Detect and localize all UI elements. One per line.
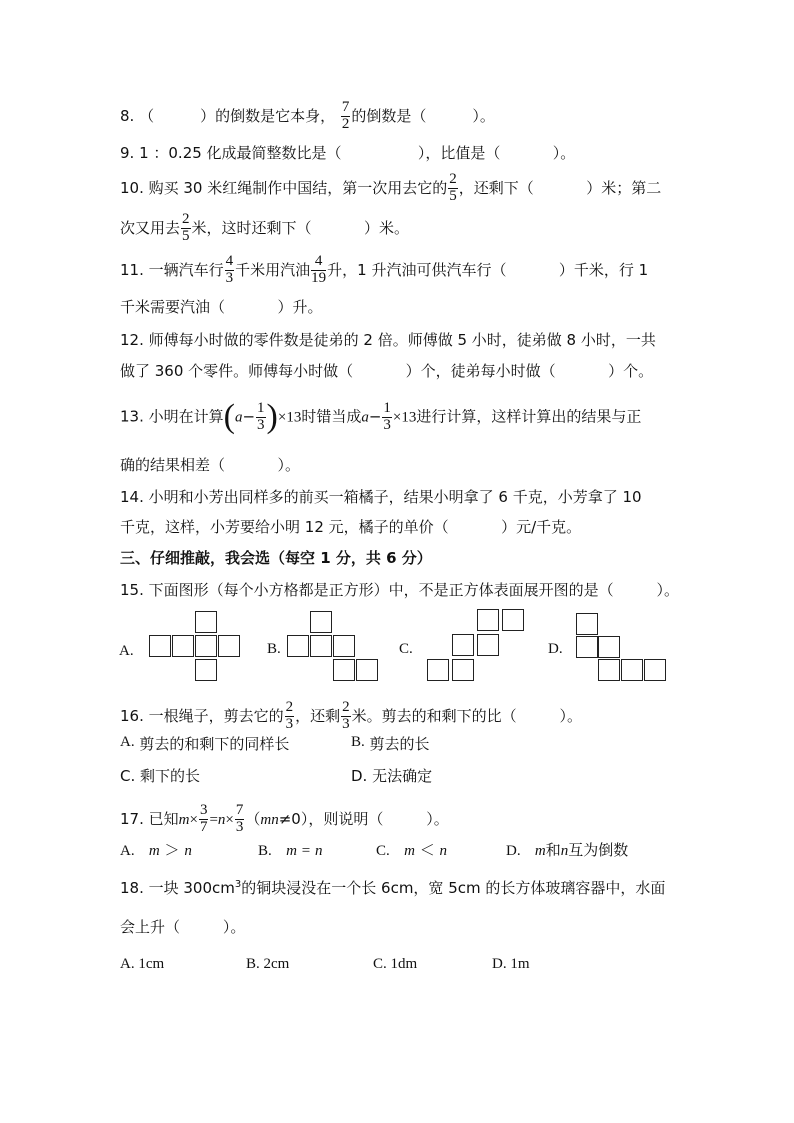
fraction: $\frac{1}{3}$: [257, 399, 265, 433]
section-3-title: 三、仔细推敲，我会选（每空 1 分，共 6 分）: [120, 549, 432, 567]
q17-option-a: A. m ＞ n: [120, 841, 192, 859]
question-9: 9. 1 ：0.25 化成最简整数比是（ ），比值是（ ）。: [120, 144, 576, 162]
question-15: 15. 下面图形（每个小方格都是正方形）中，不是正方体表面展开图的是（ ）。: [120, 581, 680, 599]
question-16: 16. 一根绳子，剪去它的 $\frac{2}{3}$ ，还剩 $\frac{2}{3}$ 米。剪去的和剩下的比（ ）。: [120, 699, 583, 732]
q17-option-d: D. m和n互为倒数: [506, 841, 629, 859]
q18-option-a: A. 1cm: [120, 956, 165, 972]
fraction: $\frac{7}{2}$: [341, 99, 350, 132]
question-13-line-2: 确的结果相差（ ）。: [120, 456, 300, 474]
question-14-line-2: 千克，这样，小芳要给小明 12 元，橘子的单价（ ）元/千克。: [120, 518, 582, 536]
q18-option-c: C. 1dm: [373, 956, 418, 972]
fraction: $\frac{2}{3}$: [285, 699, 294, 732]
fraction: $\frac{7}{3}$: [235, 802, 244, 835]
question-8: 8. （ ）的倒数是它本身， $\frac{7}{2}$ 的倒数是（ ）。: [120, 99, 495, 132]
fraction: $\frac{2}{5}$: [182, 211, 190, 244]
option-b-label: B.: [267, 641, 281, 657]
option-d-label: D.: [548, 641, 563, 657]
question-18-line-2: 会上升（ ）。: [120, 918, 246, 936]
q16-option-c: C. 剩下的长: [120, 767, 201, 785]
question-18-line-1: 18. 一块 $300cm^3$的铜块浸没在一个长 6cm，宽 5cm 的长方体玻璃容器中，水面: [120, 879, 666, 897]
fraction: $\frac{3}{7}$: [199, 802, 208, 835]
q18-option-b: B. 2cm: [246, 956, 290, 972]
q16-option-d: D. 无法确定: [351, 767, 433, 785]
question-11-line-1: 11. 一辆汽车行 $\frac{4}{3}$ 千米用汽油 $\frac{4}{19}$ 升，1 升汽油可供汽车行（ ）千米，行 1: [120, 253, 649, 286]
question-14-line-1: 14. 小明和小芳出同样多的前买一箱橘子，结果小明拿了 6 千克，小芳拿了 10: [120, 488, 642, 506]
fraction: $\frac{2}{5}$: [449, 171, 457, 204]
question-13-line-1: 13. 小明在计算(a− $\frac{1}{3}$ )×13时错当成a− $\frac{1}{3}$ ×13进行计算，这样计算出的结果与正: [120, 398, 642, 435]
question-11-line-2: 千米需要汽油（ ）升。: [120, 298, 323, 316]
q17-option-c: C. m ＜ n: [376, 841, 447, 859]
question-12-line-1: 12. 师傅每小时做的零件数是徒弟的 2 倍。师傅做 5 小时，徒弟做 8 小时，一共: [120, 331, 656, 349]
question-17: 17. 已知m× $\frac{3}{7}$ =n× $\frac{7}{3}$ （mn≠0），则说明（ ）。: [120, 802, 449, 835]
q16-option-a: A. 剪去的和剩下的同样长: [120, 734, 290, 753]
fraction: $\frac{4}{3}$: [225, 253, 234, 286]
fraction: $\frac{1}{3}$: [383, 399, 391, 433]
q16-option-b: B. 剪去的长: [351, 734, 430, 753]
fraction: $\frac{4}{19}$: [311, 253, 327, 286]
option-c-label: C.: [399, 641, 413, 657]
question-12-line-2: 做了 360 个零件。师傅每小时做（ ）个，徒弟每小时做（ ）个。: [120, 362, 654, 380]
question-10-line-1: 10. 购买 30 米红绳制作中国结，第一次用去它的 $\frac{2}{5}$ ，还剩下（ ）米；第二: [120, 171, 662, 204]
q17-option-b: B. m = n: [258, 843, 323, 859]
option-a-label: A.: [119, 643, 134, 659]
question-10-line-2: 次又用去 $\frac{2}{5}$ 米，这时还剩下（ ）米。: [120, 211, 409, 244]
fraction: $\frac{2}{3}$: [342, 699, 350, 732]
q18-option-d: D. 1m: [492, 956, 530, 972]
